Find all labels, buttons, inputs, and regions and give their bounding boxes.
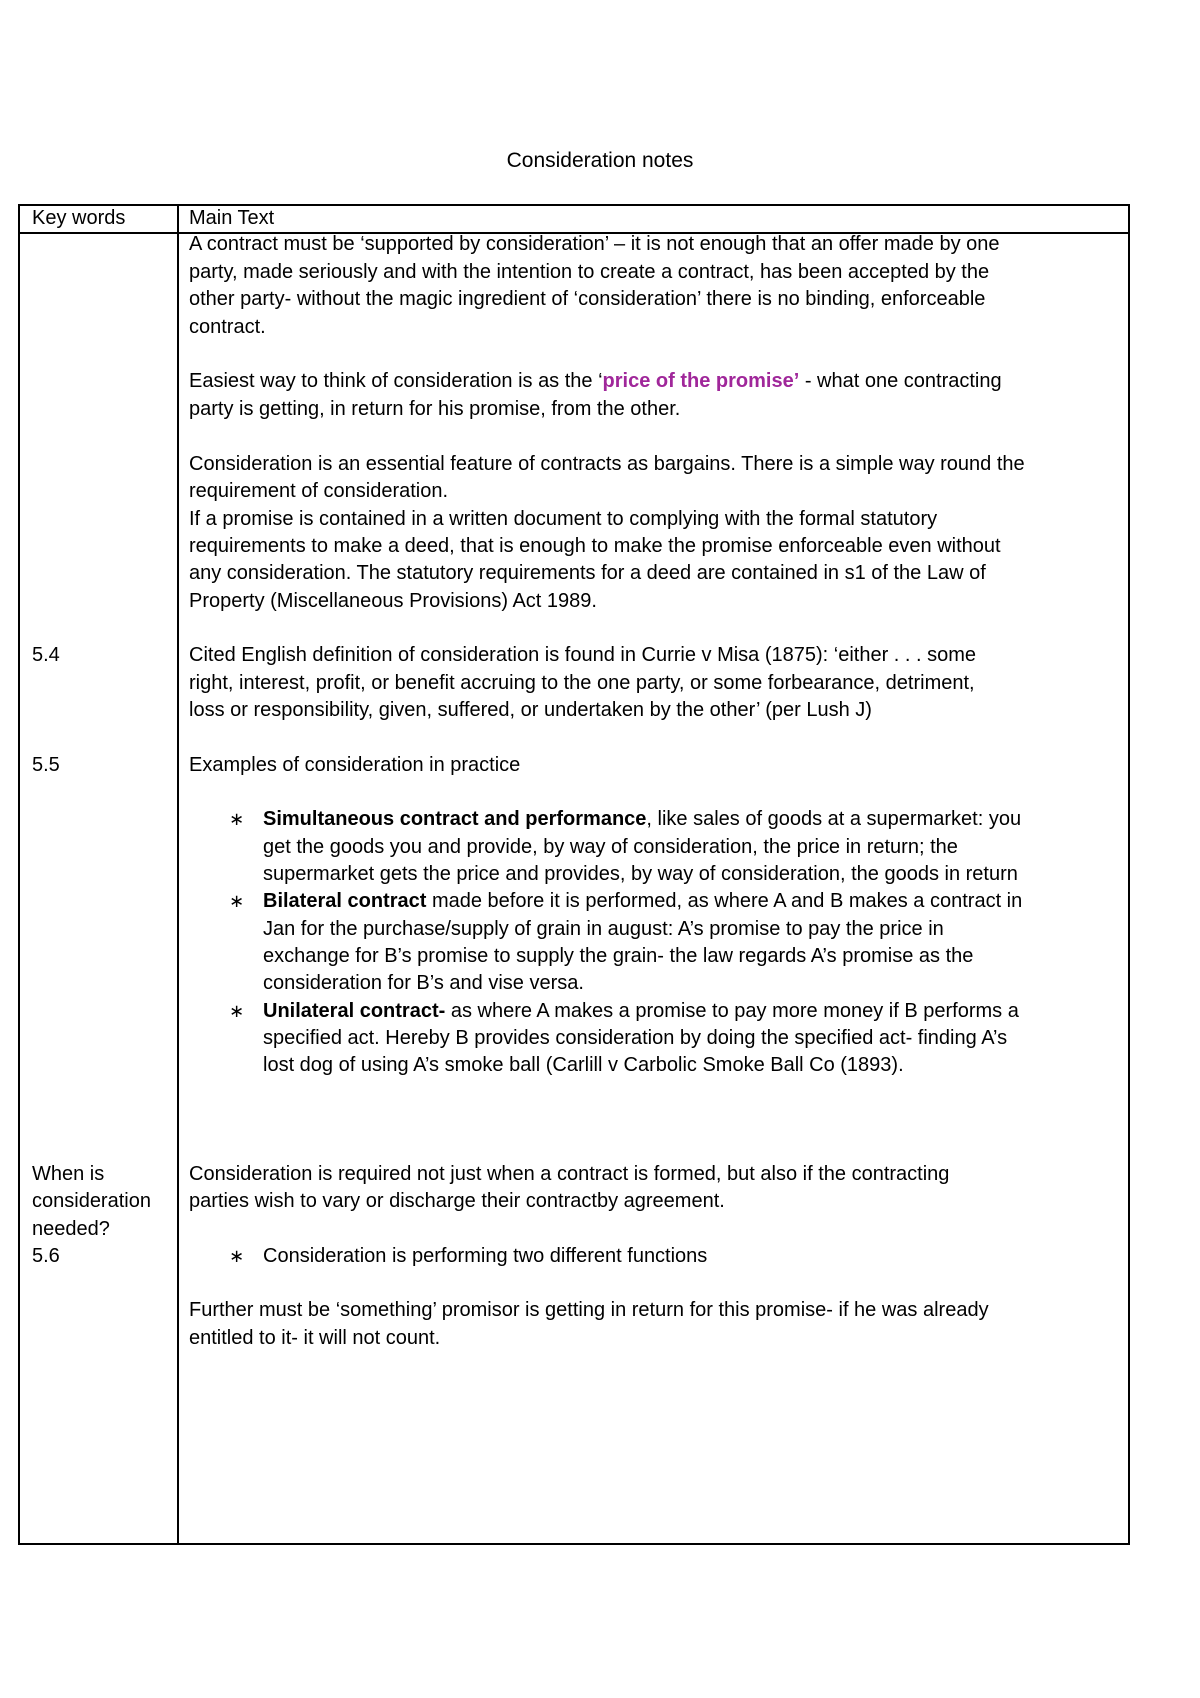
essential-line: If a promise is contained in a written document to complying with the formal statutory <box>189 508 938 530</box>
essential-line: requirement of consideration. <box>189 480 449 502</box>
intro-line: party, made seriously and with the intention to create a contract, has been accepted by the <box>189 261 990 283</box>
header-key-words: Key words <box>32 207 126 229</box>
required-line: Consideration is required not just when a contract is formed, but also if the contracting <box>189 1163 950 1185</box>
essential-line: Property (Miscellaneous Provisions) Act 1989. <box>189 590 597 612</box>
definition-line: loss or responsibility, given, suffered, or undertaken by the other’ (per Lush J) <box>189 699 872 721</box>
bullet-item <box>229 804 1022 834</box>
bullet-icon: ∗ <box>229 891 245 911</box>
bullet-bold: Unilateral contract- <box>263 1000 446 1022</box>
bullet-bold: Bilateral contract <box>263 890 427 912</box>
easiest-text-end: - what one contracting <box>799 370 1002 392</box>
notes-table <box>18 204 1130 1545</box>
required-line: parties wish to vary or discharge their contractby agreement. <box>189 1190 725 1212</box>
bullet-bold: Simultaneous contract and performance <box>263 808 647 830</box>
bullet-text: as where A makes a promise to pay more money if B performs a <box>445 1000 1019 1022</box>
examples-heading: Examples of consideration in practice <box>189 754 521 776</box>
bullet-continuation: lost dog of using A’s smoke ball (Carlill v Carbolic Smoke Ball Co (1893). <box>263 1054 904 1076</box>
key-when-needed: When is <box>32 1163 105 1185</box>
definition-line: right, interest, profit, or benefit accruing to the one party, or some forbearance, detriment, <box>189 672 975 694</box>
bullet-continuation: get the goods you and provide, by way of consideration, the price in return; the <box>263 836 958 858</box>
essential-line: any consideration. The statutory requirements for a deed are contained in s1 of the Law of <box>189 562 986 584</box>
bullet-continuation: Jan for the purchase/supply of grain in august: A’s promise to pay the price in <box>263 918 944 940</box>
bullet-text: made before it is performed, as where A and B makes a contract in <box>426 890 1023 912</box>
intro-line: other party- without the magic ingredient of ‘consideration’ there is no binding, enforceable <box>189 288 986 310</box>
bullet-icon: ∗ <box>229 1246 245 1266</box>
header-main-text: Main Text <box>189 207 275 229</box>
bullet-continuation: supermarket gets the price and provides, by way of consideration, the goods in return <box>263 863 1018 885</box>
bullet-continuation: specified act. Hereby B provides consideration by doing the specified act- finding A’s <box>263 1027 1008 1049</box>
page-title: Consideration notes <box>506 149 694 172</box>
further-line: entitled to it- it will not count. <box>189 1327 441 1349</box>
key-when-needed: consideration <box>32 1190 151 1212</box>
intro-line: contract. <box>189 316 266 338</box>
bullet-icon: ∗ <box>229 809 245 829</box>
further-line: Further must be ‘something’ promisor is getting in return for this promise- if he was already <box>189 1299 989 1321</box>
column-divider <box>177 206 179 1543</box>
key-5-6: 5.6 <box>32 1245 60 1267</box>
definition-line: Cited English definition of consideration is found in Currie v Misa (1875): ‘either . . . some <box>189 644 977 666</box>
intro-line: A contract must be ‘supported by consideration’ – it is not enough that an offer made by one <box>189 233 1000 255</box>
easiest-line: party is getting, in return for his promise, from the other. <box>189 398 681 420</box>
bullet-item <box>229 996 1019 1026</box>
bullet-item <box>229 886 1023 916</box>
essential-line: Consideration is an essential feature of contracts as bargains. There is a simple way round the <box>189 453 1025 475</box>
bullet-continuation: exchange for B’s promise to supply the grain- the law regards A’s promise as the <box>263 945 974 967</box>
key-5-4: 5.4 <box>32 644 60 666</box>
key-5-5: 5.5 <box>32 754 60 776</box>
easiest-text: Easiest way to think of consideration is as the ‘ <box>189 370 603 392</box>
bullet-item <box>229 1241 708 1271</box>
key-when-needed: needed? <box>32 1218 110 1240</box>
bullet-text: , like sales of goods at a supermarket: you <box>646 808 1022 830</box>
bullet-continuation: consideration for B’s and vise versa. <box>263 972 584 994</box>
essential-line: requirements to make a deed, that is enough to make the promise enforceable even without <box>189 535 1001 557</box>
bullet-icon: ∗ <box>229 1001 245 1021</box>
bullet-text: Consideration is performing two different functions <box>263 1245 708 1267</box>
price-of-promise-highlight: price of the promise’ <box>602 370 800 392</box>
price-of-promise-line <box>189 366 1002 396</box>
